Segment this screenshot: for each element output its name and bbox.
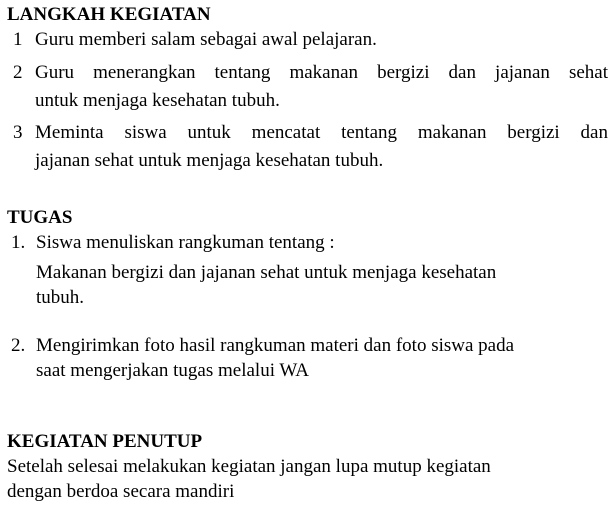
tugas-heading: TUGAS bbox=[7, 207, 73, 228]
tugas-item-1-line-1: Siswa menuliskan rangkuman tentang : bbox=[36, 232, 335, 253]
langkah-item-3-number: 3 bbox=[13, 122, 23, 143]
penutup-line-2: dengan berdoa secara mandiri bbox=[7, 481, 235, 502]
langkah-item-3-line-1: Meminta siswa untuk mencatat tentang makanan bergizi dan bbox=[35, 122, 608, 143]
langkah-item-3-line-2: jajanan sehat untuk menjaga kesehatan tubuh. bbox=[35, 150, 384, 171]
langkah-item-2-line-1: Guru menerangkan tentang makanan bergizi dan jajanan sehat bbox=[35, 62, 608, 83]
langkah-item-2-line-2: untuk menjaga kesehatan tubuh. bbox=[35, 90, 280, 111]
penutup-line-1: Setelah selesai melakukan kegiatan jangan lupa mutup kegiatan bbox=[7, 456, 491, 477]
penutup-heading: KEGIATAN PENUTUP bbox=[7, 431, 203, 452]
langkah-item-1-number: 1 bbox=[13, 29, 23, 50]
langkah-heading: LANGKAH KEGIATAN bbox=[7, 4, 211, 25]
tugas-item-2-line-1: Mengirimkan foto hasil rangkuman materi dan foto siswa pada bbox=[36, 335, 515, 356]
tugas-item-1-number: 1. bbox=[11, 232, 26, 253]
tugas-item-2-number: 2. bbox=[11, 335, 26, 356]
tugas-item-1-line-2: Makanan bergizi dan jajanan sehat untuk menjaga kesehatan bbox=[36, 262, 497, 283]
langkah-item-2-number: 2 bbox=[13, 62, 23, 83]
tugas-item-1-line-3: tubuh. bbox=[36, 287, 85, 308]
langkah-item-1-line-1: Guru memberi salam sebagai awal pelajaran. bbox=[35, 29, 377, 50]
tugas-item-2-line-2: saat mengerjakan tugas melalui WA bbox=[36, 360, 309, 381]
